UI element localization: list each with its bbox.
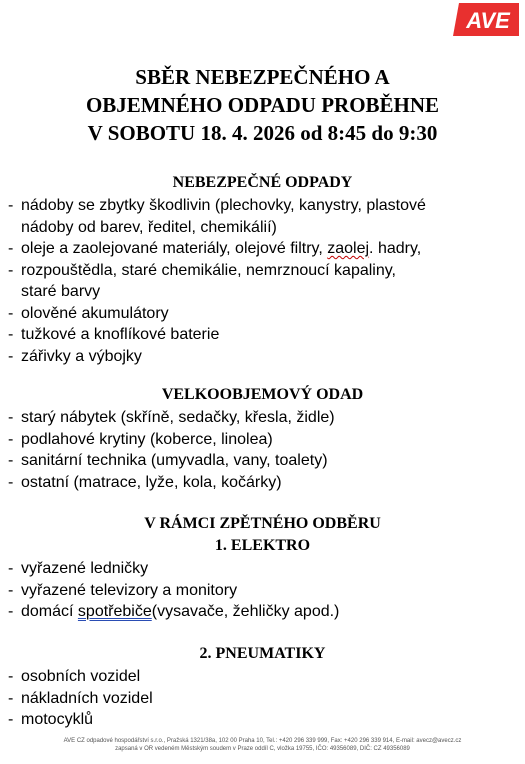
list-item: - olověné akumulátory — [8, 304, 169, 322]
title-line: V SOBOTU 18. 4. 2026 od 8:45 do 9:30 — [87, 121, 438, 145]
electro-list — [0, 558, 525, 623]
footer-line: AVE CZ odpadové hospodářství s.r.o., Pražská 1321/38a, 102 00 Praha 10, Tel.: +420 296 339 999, Fax: +420 296 339 914, E-mail: avecz@avecz.cz — [63, 738, 462, 744]
section-heading: NEBEZPEČNÉ ODPADY — [172, 174, 353, 191]
bulky-section — [0, 385, 525, 493]
logo-text: AVE — [466, 8, 510, 33]
list-item: - osobních vozidel — [8, 668, 141, 685]
page-title — [0, 63, 525, 147]
grammar-word: spotřebiče — [77, 603, 152, 620]
list-item: nádoby od barev, ředitel, chemikálií) — [21, 218, 277, 236]
list-item: - sanitární technika (umyvadla, vany, toalety) — [8, 452, 328, 469]
takeback-section — [0, 514, 525, 623]
bulky-list — [0, 407, 525, 493]
section-heading: VELKOOBJEMOVÝ ODAD — [161, 386, 364, 403]
tyres-section — [0, 644, 525, 731]
list-item: - nádoby se zbytky škodlivin (plechovky, kanystry, plastové — [8, 197, 426, 214]
list-item: - vyřazené ledničky — [8, 560, 149, 577]
footer-line: zapsaná v OR vedeném Městským soudem v Praze oddíl C, vložka 19755, IČO: 49356089, DIČ: CZ 49356089 — [115, 746, 410, 752]
list-item: - oleje a zaolejované materiály, olejové filtry, zaolej. hadry, — [8, 240, 422, 257]
ave-logo — [453, 3, 519, 36]
subsection-heading: 1. ELEKTRO — [214, 537, 311, 554]
list-item: - zářivky a výbojky — [8, 347, 142, 365]
list-item: - vyřazené televizory a monitory — [8, 581, 238, 599]
spellcheck-word: zaolej — [327, 240, 370, 257]
list-item: - podlahové krytiny (koberce, linolea) — [8, 430, 273, 448]
company-footer — [0, 737, 525, 753]
list-item: - nákladních vozidel — [8, 689, 153, 707]
hazardous-section — [0, 173, 525, 367]
title-line: OBJEMNÉHO ODPADU PROBĚHNE — [85, 93, 440, 117]
list-item: - starý nábytek (skříně, sedačky, křesla, židle) — [8, 409, 335, 426]
list-item: - domácí spotřebiče(vysavače, žehličky apod.) — [8, 603, 340, 620]
list-item: - rozpouštědla, staré chemikálie, nemrznoucí kapaliny, — [8, 261, 396, 279]
title-line: SBĚR NEBEZPEČNÉHO A — [135, 65, 390, 89]
hazardous-list — [0, 195, 525, 367]
section-heading: V RÁMCI ZPĚTNÉHO ODBĚRU — [144, 515, 381, 532]
list-item: - tužkové a knoflíkové baterie — [8, 326, 220, 343]
section-heading: 2. PNEUMATIKY — [199, 645, 326, 662]
list-item: - ostatní (matrace, lyže, kola, kočárky) — [8, 473, 282, 491]
tyres-list — [0, 666, 525, 731]
list-item: - motocyklů — [8, 711, 94, 728]
list-item: staré barvy — [21, 283, 101, 300]
